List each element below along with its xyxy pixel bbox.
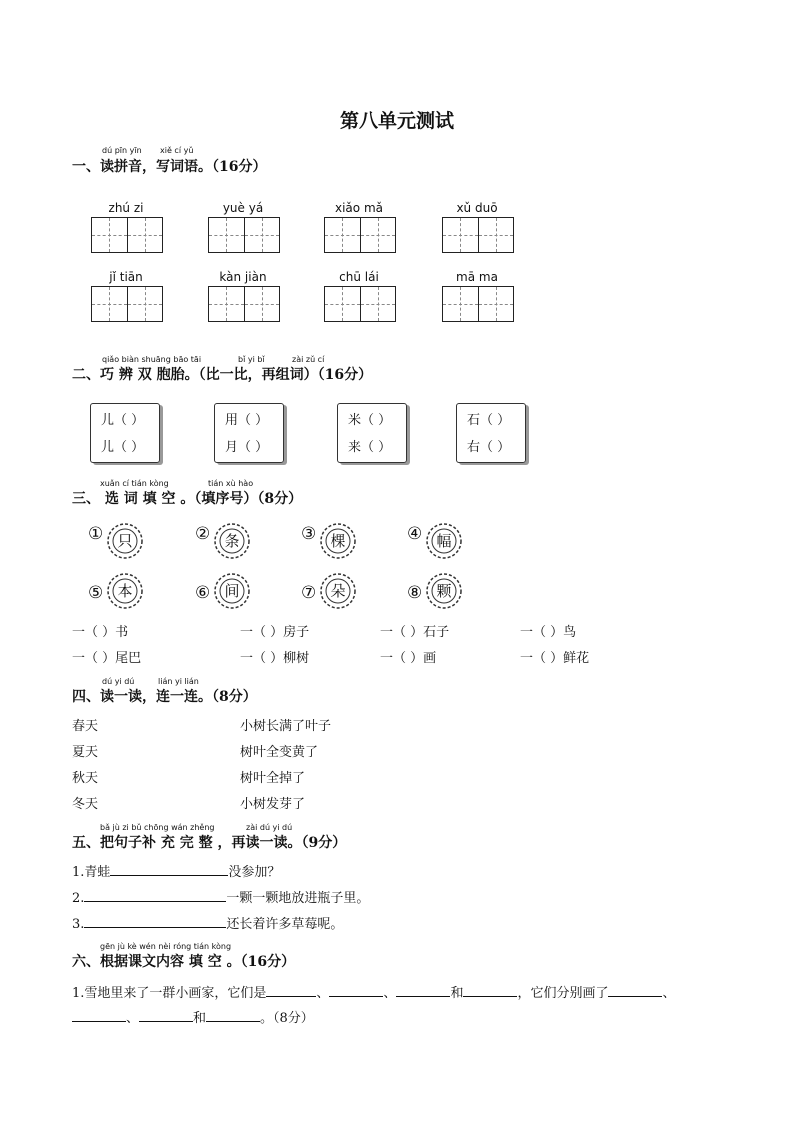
word-pair-card: [337, 403, 407, 463]
season-label[interactable]: 秋天: [72, 771, 99, 786]
word-pair-card: [456, 403, 526, 463]
question-line: 1.雪地里来了一群小画家，它们是 、 、 和 ，它们分别画了 、: [72, 986, 676, 1001]
option-3: ③: [301, 524, 317, 544]
pinyin-zhuzi: zhú zi: [108, 201, 144, 215]
section3-heading: 三、 选 词 填 空 。（填序号）（8分）: [72, 491, 303, 507]
writing-grid[interactable]: [91, 286, 163, 322]
section2-ruby-3: zài zǔ cí: [292, 355, 325, 364]
flower-badge: 间: [213, 572, 251, 610]
answer-blank[interactable]: [329, 984, 383, 997]
section3-ruby-1: xuǎn cí tián kòng: [100, 479, 169, 488]
compare-row[interactable]: 来（ ）: [348, 440, 392, 455]
section6-ruby: gēn jù kè wén nèi róng tián kòng: [100, 942, 232, 951]
pinyin-jitian: jǐ tiān: [109, 270, 143, 284]
option-5: ⑤: [88, 583, 104, 603]
section1-ruby-2: xiě cí yǔ: [160, 146, 194, 155]
fill-item[interactable]: 一（ ）房子: [240, 625, 310, 640]
description-label[interactable]: 小树长满了叶子: [240, 719, 332, 734]
answer-blank[interactable]: [72, 1009, 126, 1022]
word-pair-card: [214, 403, 284, 463]
option-6: ⑥: [195, 583, 211, 603]
page-title: 第八单元测试: [339, 110, 454, 132]
sentence-line: 3. 还长着许多草莓呢。: [72, 917, 344, 932]
section1-heading: 一、读拼音，写词语。（16分）: [72, 159, 267, 175]
season-label[interactable]: 夏天: [72, 745, 99, 760]
compare-row[interactable]: 儿（ ）: [101, 413, 145, 428]
pinyin-kanjian: kàn jiàn: [219, 270, 267, 284]
compare-row[interactable]: 儿（ ）: [101, 440, 145, 455]
fill-item[interactable]: 一（ ）画: [380, 651, 437, 666]
section4-heading: 四、读一读，连一连。（8分）: [72, 689, 257, 705]
answer-blank[interactable]: [396, 984, 450, 997]
answer-blank[interactable]: [84, 915, 226, 928]
fill-item[interactable]: 一（ ）尾巴: [72, 651, 142, 666]
writing-grid[interactable]: [208, 286, 280, 322]
compare-row[interactable]: 用（ ）: [225, 413, 269, 428]
compare-row[interactable]: 米（ ）: [348, 413, 392, 428]
option-2: ②: [195, 524, 211, 544]
description-label[interactable]: 树叶全掉了: [240, 771, 306, 786]
description-label[interactable]: 树叶全变黄了: [240, 745, 319, 760]
option-7: ⑦: [301, 583, 317, 603]
season-label[interactable]: 春天: [72, 719, 99, 734]
section6-heading: 六、根据课文内容 填 空 。（16分）: [72, 954, 296, 970]
answer-blank[interactable]: [463, 984, 517, 997]
section5-ruby-2: zài dú yi dú: [246, 823, 293, 832]
compare-row[interactable]: 石（ ）: [467, 413, 511, 428]
answer-blank[interactable]: [84, 889, 226, 902]
pinyin-mama: mā ma: [456, 270, 498, 284]
flower-badge: 棵: [319, 522, 357, 560]
question-line: 、 和 。（8分）: [72, 1007, 314, 1026]
option-8: ⑧: [407, 583, 423, 603]
option-4: ④: [407, 524, 423, 544]
writing-grid[interactable]: [208, 217, 280, 253]
writing-grid[interactable]: [442, 217, 514, 253]
flower-badge: 只: [106, 522, 144, 560]
answer-blank[interactable]: [608, 984, 662, 997]
section2-heading: 二、巧 辨 双 胞胎。（比一比，再组词）（16分）: [72, 367, 373, 383]
description-label[interactable]: 小树发芽了: [240, 797, 306, 812]
fill-item[interactable]: 一（ ）石子: [380, 625, 450, 640]
section2-ruby-2: bǐ yi bǐ: [238, 355, 265, 364]
flower-badge: 条: [213, 522, 251, 560]
answer-blank[interactable]: [139, 1009, 193, 1022]
season-label[interactable]: 冬天: [72, 797, 99, 812]
sentence-line: 2. 一颗一颗地放进瓶子里。: [72, 891, 370, 906]
compare-row[interactable]: 月（ ）: [225, 440, 269, 455]
section4-ruby-2: lián yi lián: [158, 677, 199, 686]
fill-item[interactable]: 一（ ）鸟: [520, 625, 577, 640]
option-1: ①: [88, 524, 104, 544]
answer-blank[interactable]: [110, 863, 228, 876]
fill-item[interactable]: 一（ ）鲜花: [520, 651, 590, 666]
section5-ruby-1: bǎ jù zi bǔ chōng wán zhěng: [100, 823, 215, 832]
flower-badge: 颗: [425, 572, 463, 610]
pinyin-chulai: chū lái: [339, 270, 379, 284]
section3-ruby-2: tián xù hào: [208, 479, 254, 488]
flower-badge: 幅: [425, 522, 463, 560]
writing-grid[interactable]: [324, 286, 396, 322]
writing-grid[interactable]: [442, 286, 514, 322]
section5-heading: 五、把句子补 充 完 整 ，再读一读。（9分）: [72, 835, 347, 851]
compare-row[interactable]: 右（ ）: [467, 440, 511, 455]
flower-badge: 本: [106, 572, 144, 610]
answer-blank[interactable]: [266, 984, 316, 997]
pinyin-xuduo: xǔ duō: [456, 201, 498, 215]
pinyin-xiaoma: xiǎo mǎ: [335, 201, 383, 215]
section1-ruby-1: dú pīn yīn: [102, 146, 142, 155]
word-pair-card: [90, 403, 160, 463]
pinyin-yueya: yuè yá: [222, 201, 264, 215]
writing-grid[interactable]: [91, 217, 163, 253]
fill-item[interactable]: 一（ ）书: [72, 625, 129, 640]
flower-badge: 朵: [319, 572, 357, 610]
answer-blank[interactable]: [206, 1009, 260, 1022]
fill-item[interactable]: 一（ ）柳树: [240, 651, 310, 666]
writing-grid[interactable]: [324, 217, 396, 253]
section4-ruby-1: dú yi dú: [102, 677, 135, 686]
sentence-line: 1.青蛙 没参加？: [72, 865, 281, 880]
section2-ruby-1: qiǎo biàn shuāng bāo tāi: [102, 355, 202, 364]
